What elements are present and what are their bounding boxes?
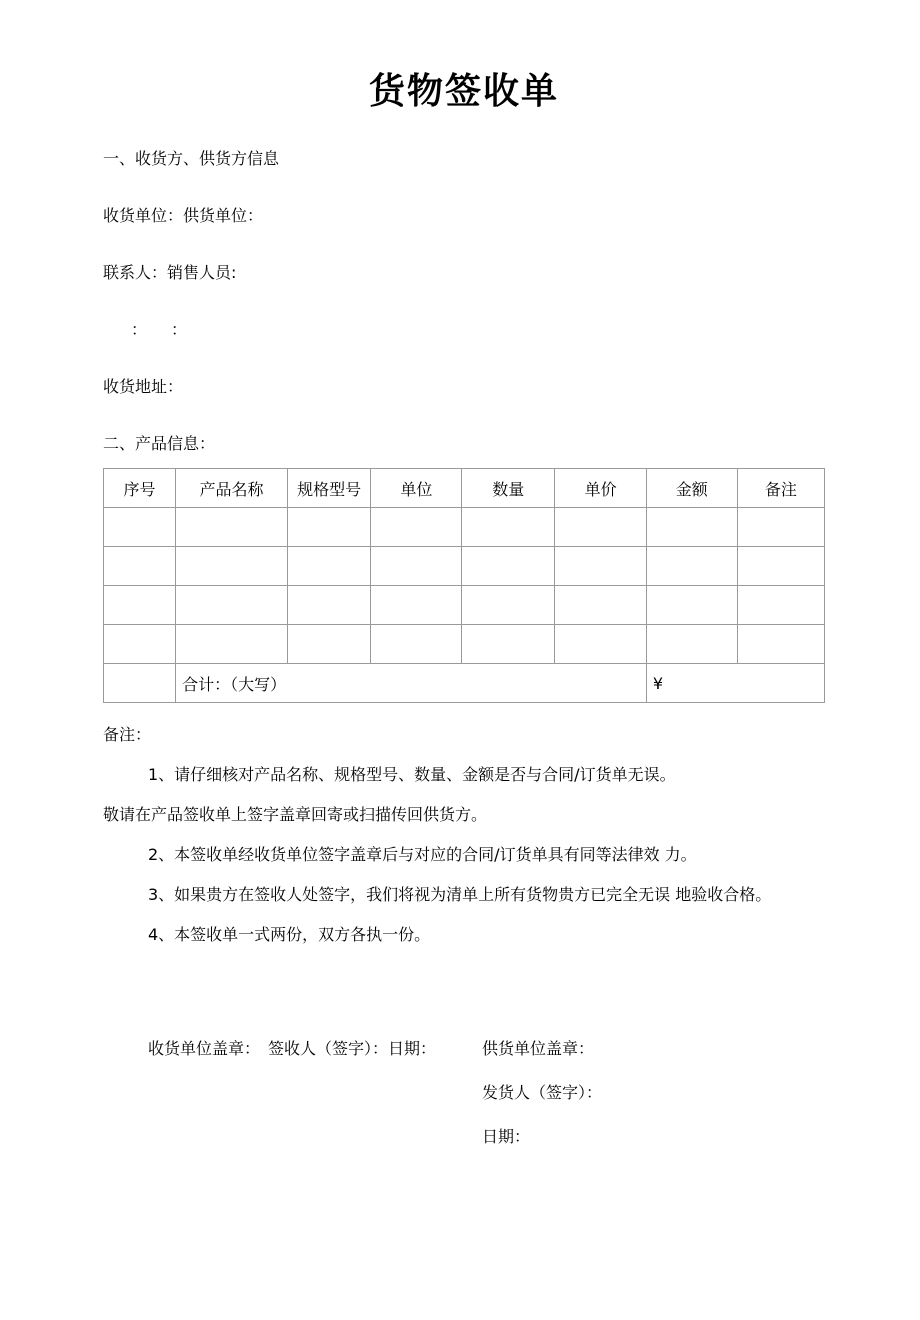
- units-line: 收货单位：供货单位：: [103, 206, 264, 225]
- header-cell-price: 单价: [555, 469, 647, 508]
- supplier-signature-block: [482, 1039, 602, 1171]
- table-cell: [555, 586, 647, 625]
- receiver-signature-line: 收货单位盖章： 签收人（签字）：日期：: [148, 1039, 437, 1058]
- table-cell: [646, 547, 737, 586]
- table-cell: [287, 625, 371, 664]
- table-cell: [104, 547, 176, 586]
- table-cell: [104, 625, 176, 664]
- table-cell: [104, 586, 176, 625]
- address-line: 收货地址：: [103, 377, 184, 396]
- table-cell: [737, 625, 824, 664]
- header-cell-seq: 序号: [104, 469, 176, 508]
- table-cell: [104, 508, 176, 547]
- table-cell: [371, 625, 462, 664]
- table-footer-row: [104, 664, 825, 703]
- footer-total-label-cell: 合计：（大写）: [176, 664, 647, 703]
- table-cell: [555, 547, 647, 586]
- note-item-3: 3、如果贵方在签收人处签字，我们将视为清单上所有货物贵方已完全无误 地验收合格。: [148, 885, 772, 904]
- table-cell: [646, 508, 737, 547]
- header-cell-qty: 数量: [462, 469, 555, 508]
- footer-seq-cell: [104, 664, 176, 703]
- table-cell: [371, 547, 462, 586]
- table-cell: [176, 508, 288, 547]
- table-cell: [737, 547, 824, 586]
- table-cell: [737, 508, 824, 547]
- table-header-row: [104, 469, 825, 508]
- table-cell: [176, 625, 288, 664]
- table-cell: [462, 547, 555, 586]
- note-item-1: 1、请仔细核对产品名称、规格型号、数量、金额是否与合同/订货单无误。: [148, 765, 676, 784]
- table-cell: [176, 586, 288, 625]
- table-row: [104, 586, 825, 625]
- shipper-sign-line: 发货人（签字）：: [482, 1083, 603, 1102]
- supplier-stamp-line: 供货单位盖章：: [482, 1039, 595, 1058]
- header-cell-name: 产品名称: [176, 469, 288, 508]
- header-cell-unit: 单位: [371, 469, 462, 508]
- table-cell: [371, 508, 462, 547]
- products-table: [103, 468, 825, 703]
- table-cell: [555, 508, 647, 547]
- note-item-1b: 敬请在产品签收单上签字盖章回寄或扫描传回供货方。: [103, 805, 488, 824]
- header-cell-spec: 规格型号: [287, 469, 371, 508]
- contacts-line: 联系人：销售人员:: [103, 263, 237, 282]
- table-cell: [737, 586, 824, 625]
- table-cell: [646, 625, 737, 664]
- table-row: [104, 625, 825, 664]
- section1-heading: 一、收货方、供货方信息: [103, 149, 280, 168]
- table-row: [104, 508, 825, 547]
- header-cell-remark: 备注: [737, 469, 824, 508]
- table-cell: [555, 625, 647, 664]
- table-cell: [462, 508, 555, 547]
- table-cell: [646, 586, 737, 625]
- signature-section: [103, 1039, 825, 1171]
- table-cell: [462, 586, 555, 625]
- supplier-date-line: 日期：: [482, 1127, 531, 1146]
- table-cell: [287, 586, 371, 625]
- table-cell: [287, 547, 371, 586]
- header-cell-amount: 金额: [646, 469, 737, 508]
- notes-heading: 备注：: [103, 725, 152, 744]
- note-item-4: 4、本签收单一式两份，双方各执一份。: [148, 925, 431, 944]
- section2-heading: 二、产品信息：: [103, 434, 216, 453]
- table-cell: [462, 625, 555, 664]
- table-cell: [287, 508, 371, 547]
- colons-line: ： ：: [131, 320, 188, 339]
- document-title: 货物签收单: [368, 71, 559, 112]
- table-cell: [176, 547, 288, 586]
- note-item-2: 2、本签收单经收货单位签字盖章后与对应的合同/订货单具有同等法律效 力。: [148, 845, 697, 864]
- footer-currency-cell: ¥: [646, 664, 824, 703]
- table-cell: [371, 586, 462, 625]
- table-row: [104, 547, 825, 586]
